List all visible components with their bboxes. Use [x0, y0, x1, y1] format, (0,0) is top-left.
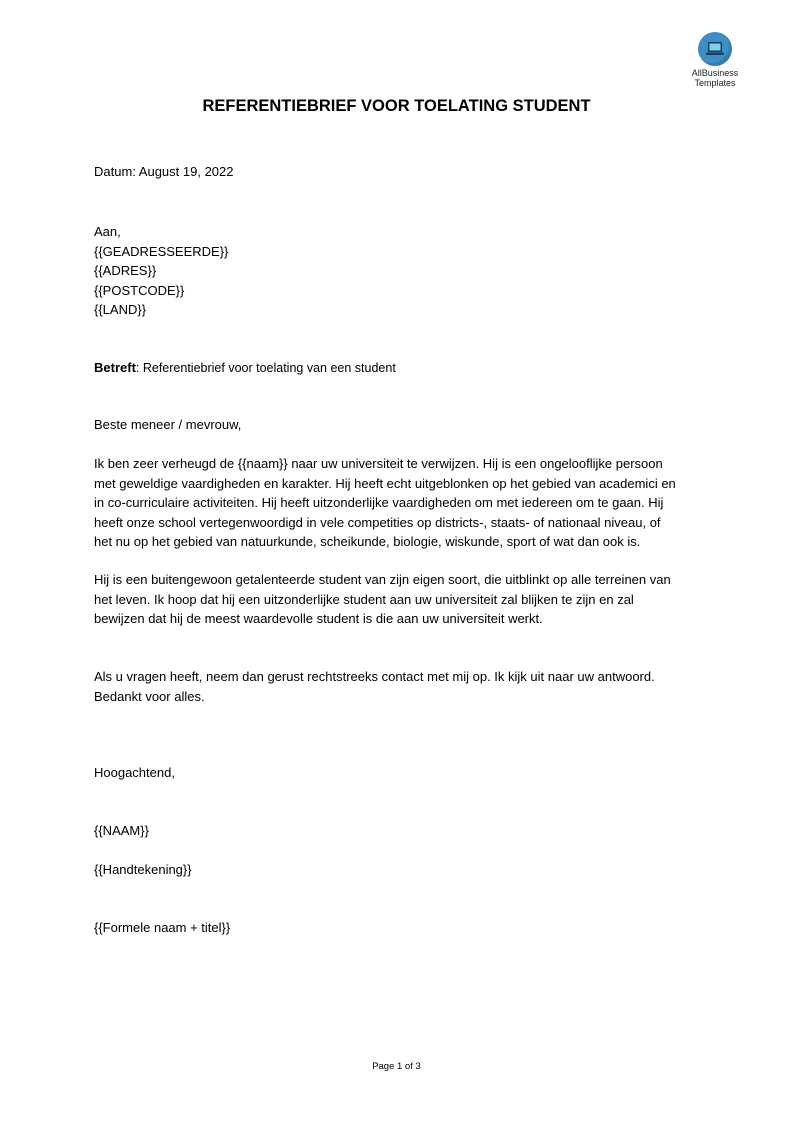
- formal-name-placeholder: {{Formele naam + titel}}: [94, 920, 231, 935]
- name-placeholder: {{NAAM}}: [94, 823, 149, 838]
- address-line: {{POSTCODE}}: [94, 282, 185, 298]
- paragraph-3: Als u vragen heeft, neem dan gerust rechtstreeks contact met mij op. Ik kijk uit naar uw antwoord. Bedankt voor alles.: [94, 669, 655, 704]
- allbusiness-logo: [680, 32, 750, 88]
- address-block: [94, 222, 704, 320]
- address-line: {{GEADRESSEERDE}}: [94, 243, 229, 259]
- date-line: Datum: August 19, 2022: [94, 164, 234, 179]
- paragraph-1: Ik ben zeer verheugd de {{naam}} naar uw universiteit te verwijzen. Hij is een ongelooflijke persoon met geweldige vaardigheden en karakter. Hij heeft echt uitgeblonken op het gebied van academici en in co-curriculaire activiteiten. Hij heeft uitzonderlijke vaardigheden om met iedereen om te gaan. Hij heeft onze school vertegenwoordigd in vele competities op districts-, staats- of nationaal niveau, of het nu op het gebied van natuurkunde, scheikunde, biologie, wiskunde, sport of wat dan ook is.: [94, 456, 676, 549]
- address-line: {{ADRES}}: [94, 263, 157, 278]
- laptop-icon: [698, 32, 732, 66]
- address-line: Aan,: [94, 224, 121, 239]
- salutation: Beste meneer / mevrouw,: [94, 417, 242, 432]
- closing: Hoogachtend,: [94, 765, 175, 780]
- page-number: Page 1 of 3: [372, 1061, 421, 1072]
- signature-placeholder: {{Handtekening}}: [94, 862, 192, 877]
- subject-line: [94, 358, 396, 379]
- paragraph-2: Hij is een buitengewoon getalenteerde student van zijn eigen soort, die uitblinkt op alle terreinen van het leven. Ik hoop dat hij een uitzonderlijke student aan uw universiteit zal blijken te zijn en zal bewijzen dat hij de meest waardevolle student is die aan uw universiteit werkt.: [94, 572, 671, 626]
- subject-label: Betreft: [94, 360, 136, 375]
- subject-text: : Referentiebrief voor toelating van een student: [135, 361, 396, 375]
- address-line: {{LAND}}: [94, 302, 147, 317]
- logo-text: AllBusiness Templates: [691, 68, 739, 88]
- document-title: REFERENTIEBRIEF VOOR TOELATING STUDENT: [202, 97, 591, 115]
